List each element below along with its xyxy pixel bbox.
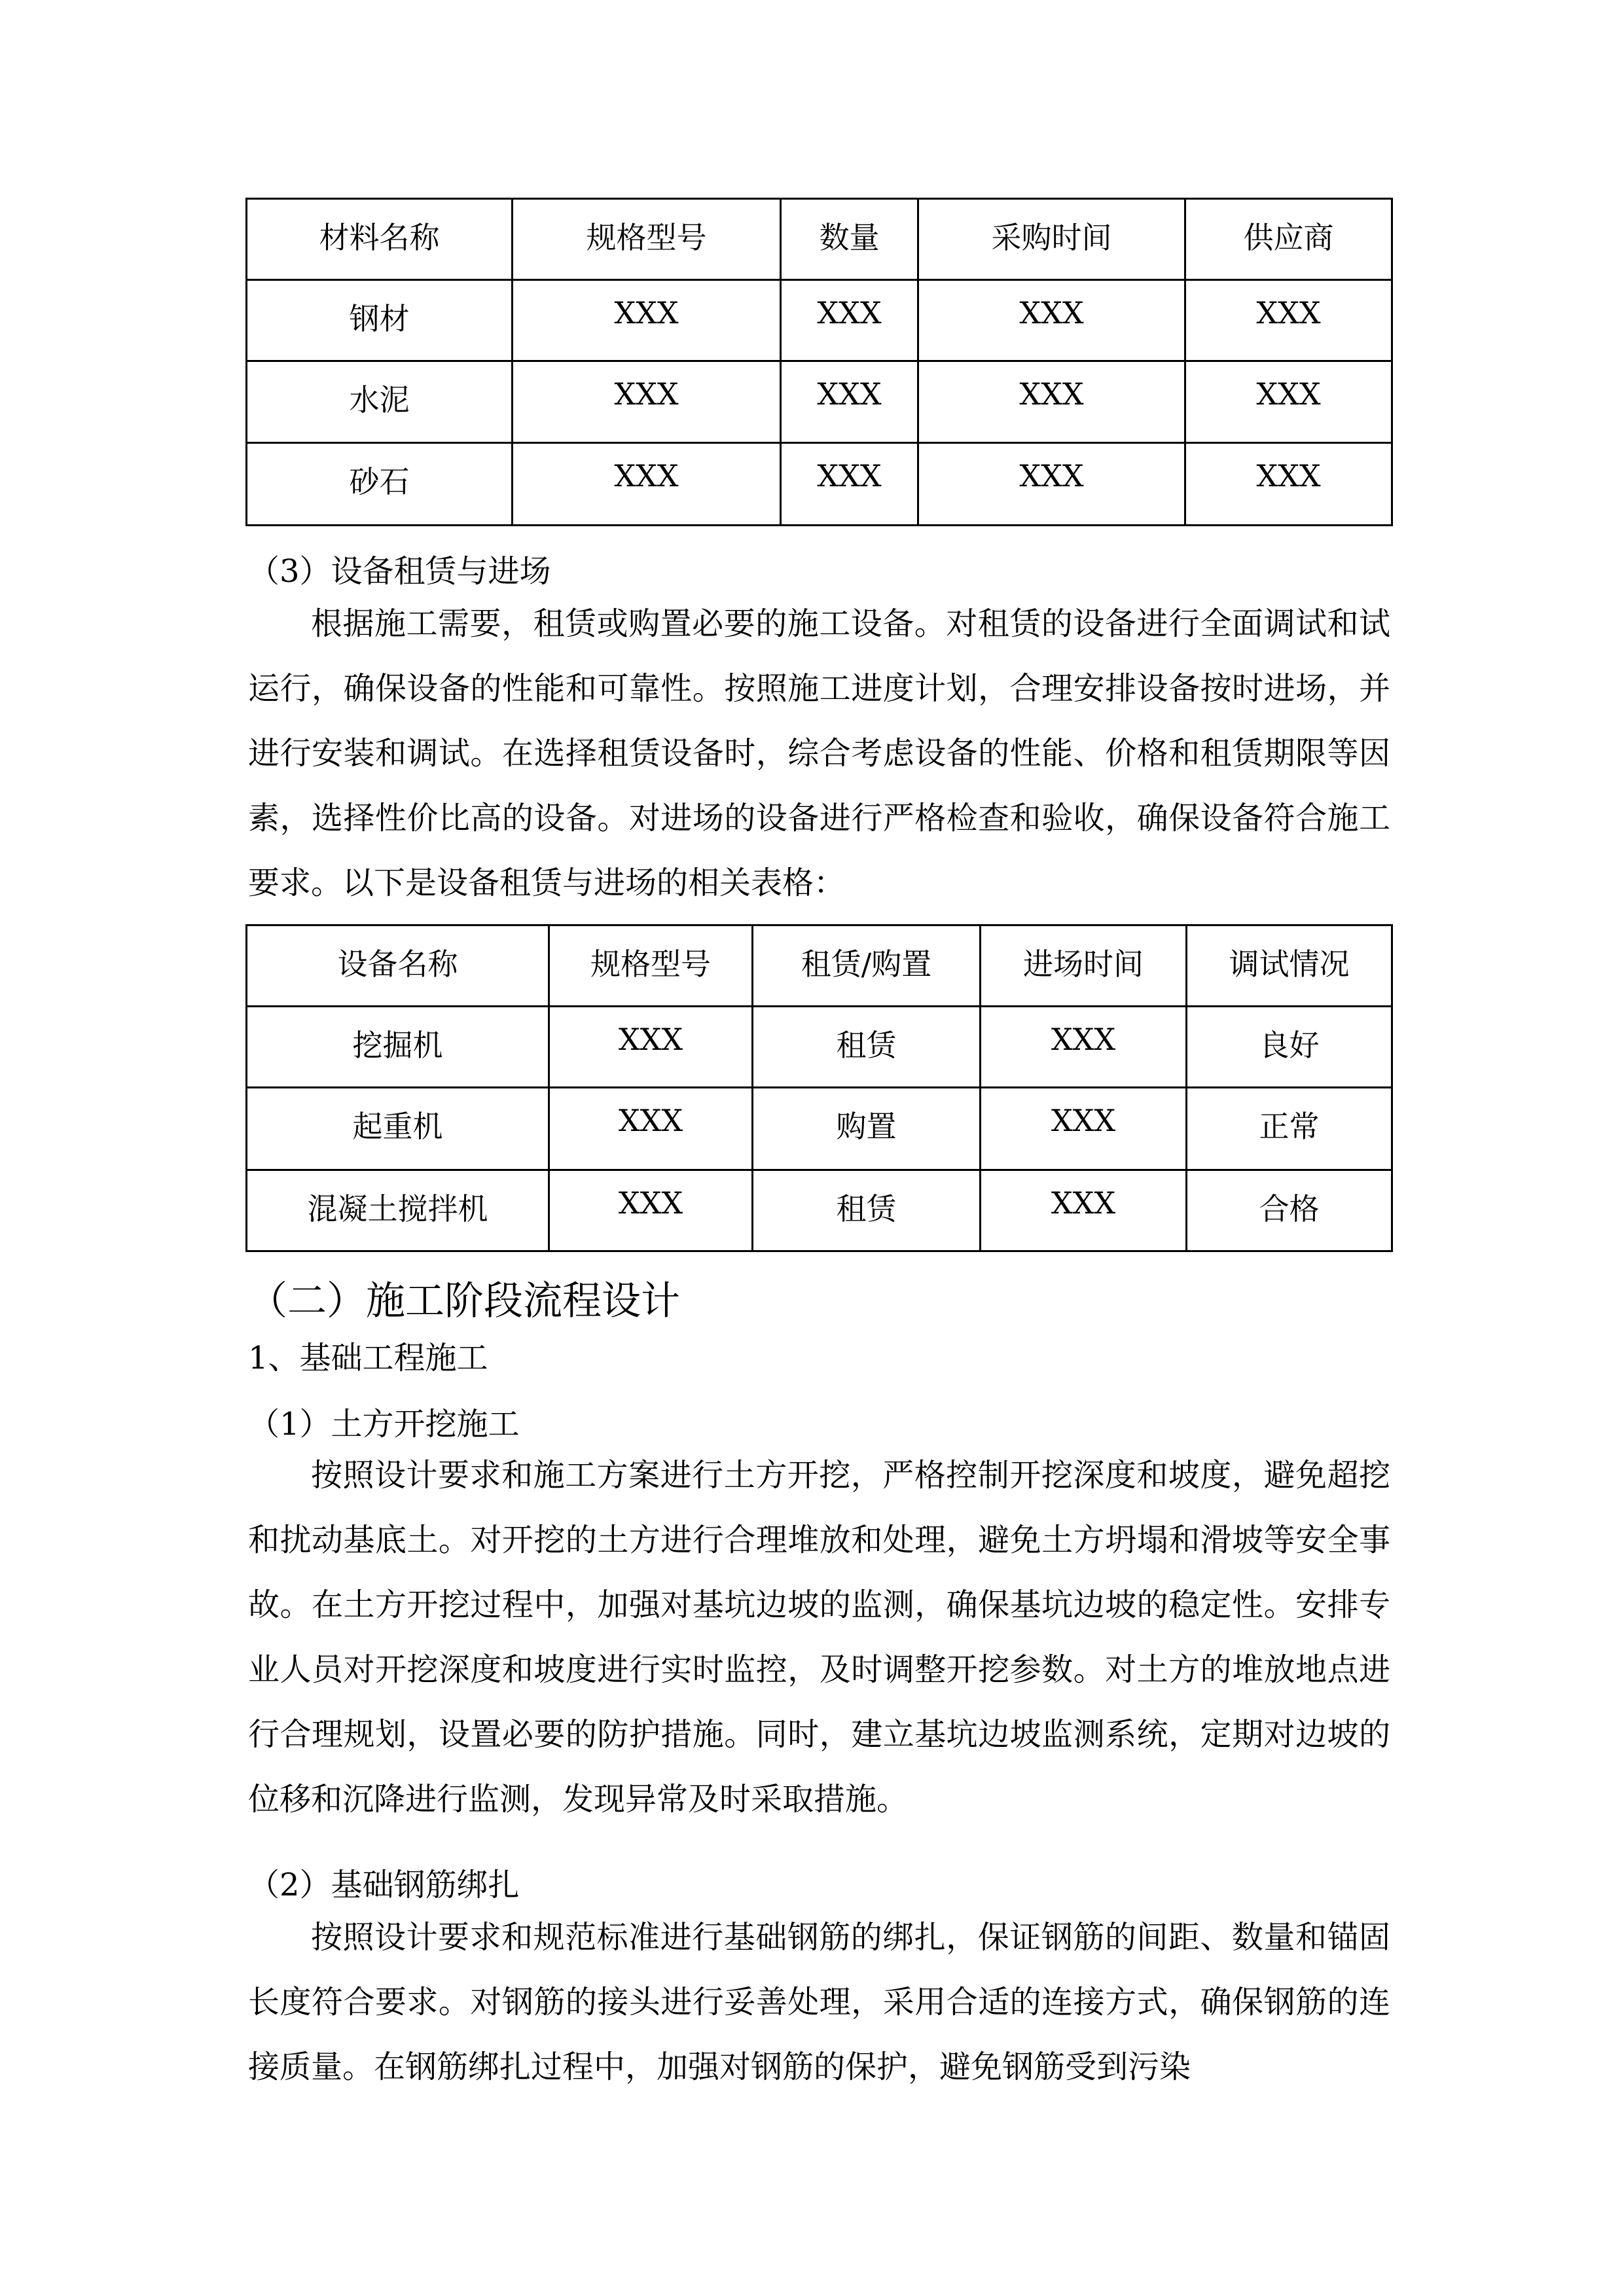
table-cell: 钢材: [247, 280, 513, 361]
table-header-row: [247, 925, 1392, 1007]
table-cell: 起重机: [247, 1088, 549, 1170]
header-cell: 租赁/购置: [753, 925, 981, 1007]
header-cell: 进场时间: [981, 925, 1187, 1007]
table-row: [247, 443, 1392, 526]
header-cell: 材料名称: [247, 199, 513, 280]
table-cell: XXX: [549, 1170, 753, 1251]
table-cell: 租赁: [753, 1007, 981, 1088]
table-cell: 合格: [1187, 1170, 1392, 1251]
table-cell: 租赁: [753, 1170, 981, 1251]
table-cell: XXX: [513, 443, 781, 526]
table-cell: XXX: [781, 443, 918, 526]
header-cell: 规格型号: [549, 925, 753, 1007]
equipment-table: [245, 924, 1393, 1252]
section-3-paragraph: 根据施工需要，租赁或购置必要的施工设备。对租赁的设备进行全面调试和试运行，确保设备的性能和可靠性。按照施工进度计划，合理安排设备按时进场，并进行安装和调试。在选择租赁设备时，综合考虑设备的性能、价格和租赁期限等因素，选择性价比高的设备。对进场的设备进行严格检查和验收，确保设备符合施工要求。以下是设备租赁与进场的相关表格：: [248, 605, 1390, 901]
table-cell: 水泥: [247, 361, 513, 443]
table-cell: 混凝土搅拌机: [247, 1170, 549, 1251]
section-heading: （二）施工阶段流程设计: [248, 1278, 680, 1324]
table-row: [247, 1170, 1392, 1251]
table-cell: XXX: [918, 280, 1185, 361]
subsection-2-paragraph: 按照设计要求和规范标准进行基础钢筋的绑扎，保证钢筋的间距、数量和锚固长度符合要求。对钢筋的接头进行妥善处理，采用合适的连接方式，确保钢筋的连接质量。在钢筋绑扎过程中，加强对钢筋的保护，避免钢筋受到污染: [248, 1919, 1390, 2085]
table-cell: XXX: [781, 361, 918, 443]
table-cell: XXX: [1185, 443, 1392, 526]
header-cell: 供应商: [1185, 199, 1392, 280]
header-cell: 采购时间: [918, 199, 1185, 280]
table-cell: 良好: [1187, 1007, 1392, 1088]
table-cell: 正常: [1187, 1088, 1392, 1170]
subsection-1-title: （1）土方开挖施工: [248, 1406, 520, 1443]
materials-table: [245, 198, 1393, 526]
table-cell: XXX: [513, 280, 781, 361]
header-cell: 设备名称: [247, 925, 549, 1007]
subsection-1-paragraph: 按照设计要求和施工方案进行土方开挖，严格控制开挖深度和坡度，避免超挖和扰动基底土。对开挖的土方进行合理堆放和处理，避免土方坍塌和滑坡等安全事故。在土方开挖过程中，加强对基坑边坡的监测，确保基坑边坡的稳定性。安排专业人员对开挖深度和坡度进行实时监控，及时调整开挖参数。对土方的堆放地点进行合理规划，设置必要的防护措施。同时，建立基坑边坡监测系统，定期对边坡的位移和沉降进行监测，发现异常及时采取措施。: [248, 1457, 1390, 1818]
header-cell: 数量: [781, 199, 918, 280]
table-cell: XXX: [549, 1007, 753, 1088]
table-row: [247, 1007, 1392, 1088]
table-cell: XXX: [781, 280, 918, 361]
table-cell: XXX: [513, 361, 781, 443]
table-cell: XXX: [918, 361, 1185, 443]
table-row: [247, 1088, 1392, 1170]
table-cell: XXX: [1185, 280, 1392, 361]
table-cell: XXX: [981, 1170, 1187, 1251]
table-row: [247, 280, 1392, 361]
header-cell: 规格型号: [513, 199, 781, 280]
table-cell: 砂石: [247, 443, 513, 526]
table-cell: XXX: [1185, 361, 1392, 443]
table-cell: XXX: [918, 443, 1185, 526]
table-cell: XXX: [981, 1007, 1187, 1088]
subsection-heading: 1、基础工程施工: [248, 1340, 488, 1376]
table-cell: XXX: [981, 1088, 1187, 1170]
subsection-2-title: （2）基础钢筋绑扎: [248, 1867, 520, 1903]
table-row: [247, 361, 1392, 443]
table-cell: XXX: [549, 1088, 753, 1170]
table-cell: 挖掘机: [247, 1007, 549, 1088]
section-3-title: （3）设备租赁与进场: [248, 553, 551, 590]
table-header-row: [247, 199, 1392, 280]
table-cell: 购置: [753, 1088, 981, 1170]
header-cell: 调试情况: [1187, 925, 1392, 1007]
